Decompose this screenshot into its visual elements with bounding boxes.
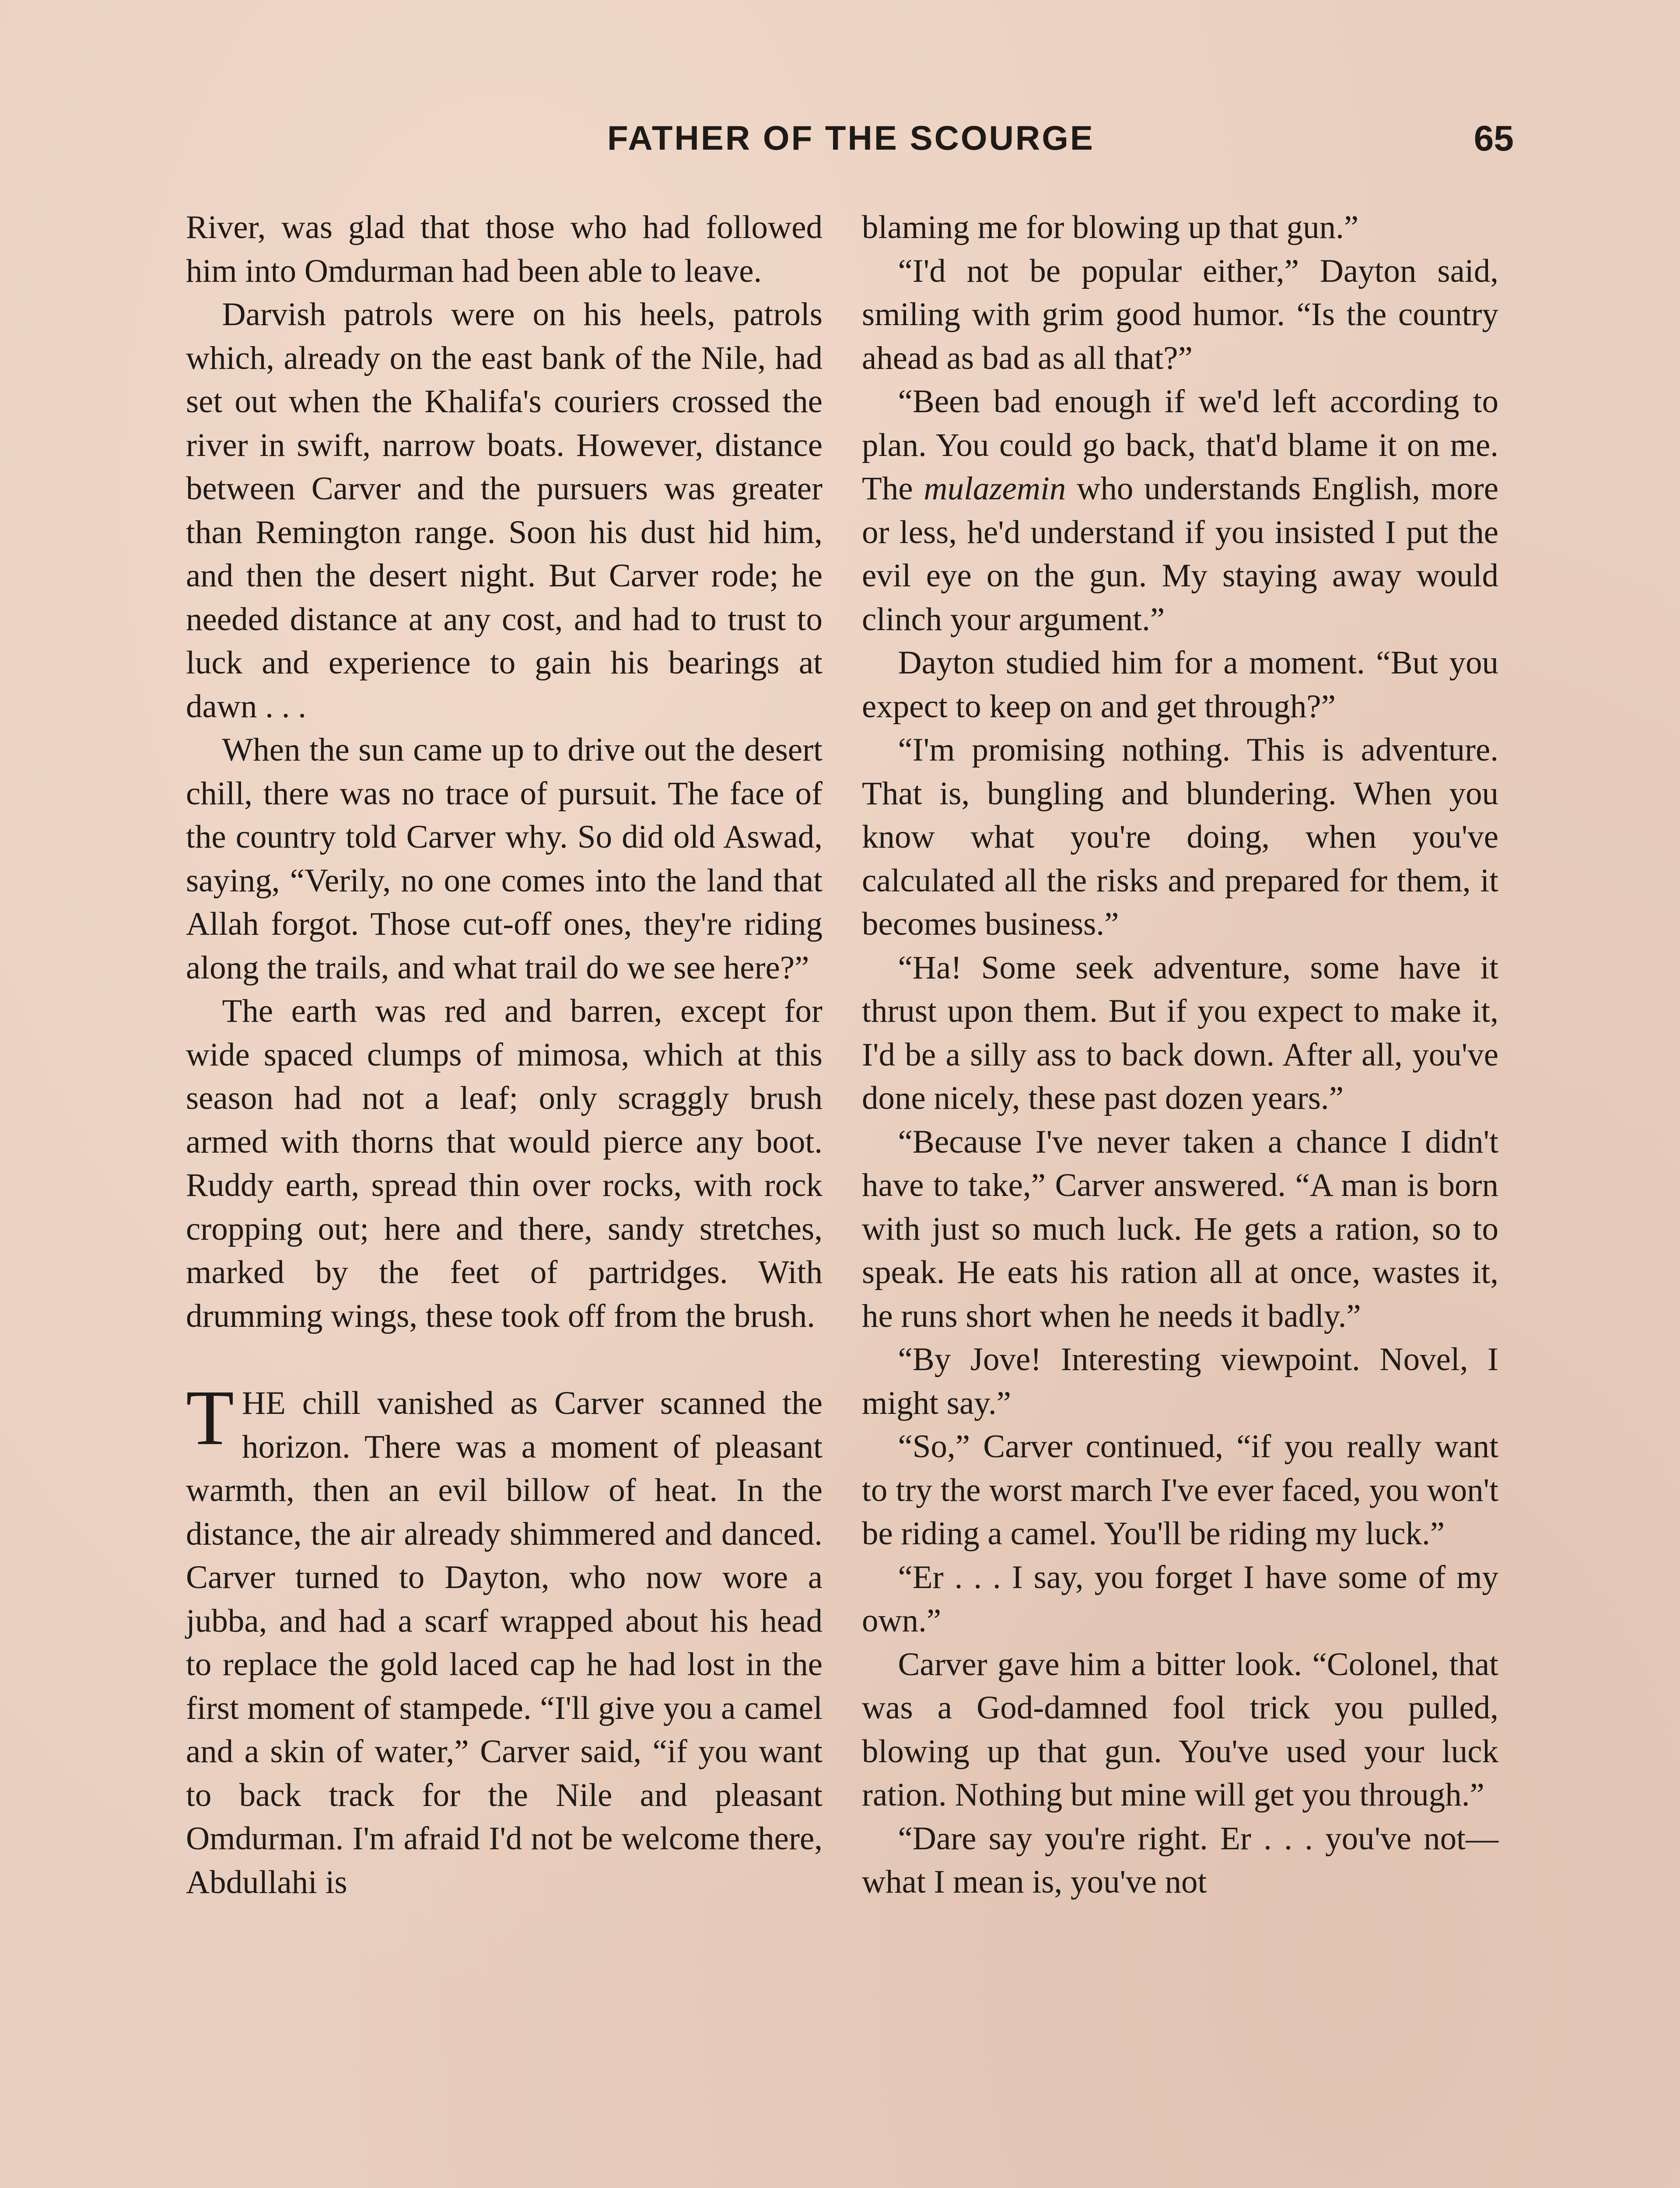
paragraph: “I'd not be popular either,” Dayton said, smiling with grim good humor. “Is the country ahead as bad as all that?”	[862, 252, 1498, 376]
italic-word: mulazemin	[924, 470, 1066, 507]
paragraph: Carver gave him a bitter look. “Colonel, that was a God-damned fool trick you pulled, blowing up that gun. You've used your luck ration. Nothing but mine will get you through.”	[862, 1646, 1498, 1813]
left-column	[186, 206, 822, 1904]
paragraph: When the sun came up to drive out the desert chill, there was no trace of pursuit. The face of the country told Carver why. So did old Aswad, saying, “Verily, no one comes into the land that Allah forgot. Those cut-off ones, they're riding along the trails, and what trail do we see here?”	[186, 732, 822, 986]
right-column	[862, 206, 1498, 1904]
paragraph	[862, 380, 1498, 641]
page-header	[188, 118, 1514, 171]
paragraph: The earth was red and barren, except for wide spaced clumps of mimosa, which at this season had not a leaf; only scraggly brush armed with thorns that would pierce any boot. Ruddy earth, spread thin over rocks, with rock cropping out; here and there, sandy stretches, marked by the feet of partridges. With drumming wings, these took off from the brush.	[186, 993, 822, 1334]
paragraph: Dayton studied him for a moment. “But you expect to keep on and get through?”	[862, 645, 1498, 725]
paragraph: “I'm promising nothing. This is adventure. That is, bungling and blundering. When you know what you're doing, when you've calculated all the risks and prepared for them, it becomes business.”	[862, 732, 1498, 942]
paragraph-text: who understands English, more or less, he'd understand if you insisted I put the evil eye on the gun. My staying away would clinch your argument.”	[862, 470, 1499, 638]
paragraph-text: HE chill vanished as Carver scanned the horizon. There was a moment of pleasant warmth, then an evil billow of heat. In the distance, the air already shimmered and danced. Carver turned to Dayton, who now wore a jubba, and had a scarf wrapped about his head to replace the gold laced cap he had lost in the first moment of stampede. “I'll give you a camel and a skin of water,” Carver said, “if you want to back track for the Nile and pleasant Omdurman. I'm afraid I'd not be welcome there, Abdullahi is	[186, 1385, 822, 1900]
paragraph: “Because I've never taken a chance I didn't have to take,” Carver answered. “A man is born with just so much luck. He gets a ration, so to speak. He eats his ration all at once, wastes it, he runs short when he needs it badly.”	[862, 1123, 1498, 1334]
running-title: FATHER OF THE SCOURGE	[607, 119, 1095, 157]
drop-cap: T	[186, 1374, 234, 1461]
paragraph: “Ha! Some seek adventure, some have it thrust upon them. But if you expect to make it, I'd be a silly ass to back down. After all, you've done nicely, these past dozen years.”	[862, 949, 1498, 1116]
paragraph: “Dare say you're right. Er . . . you've not—what I mean is, you've not	[862, 1820, 1498, 1900]
section-opening-paragraph	[186, 1374, 822, 1904]
paragraph: Darvish patrols were on his heels, patrols which, already on the east bank of the Nile, had set out when the Khalifa's couriers crossed the river in swift, narrow boats. However, distance between Carver and the pursuers was greater than Remington range. Soon his dust hid him, and then the desert night. But Carver rode; he needed distance at any cost, and had to trust to luck and experience to gain his bearings at dawn . . .	[186, 296, 822, 725]
paragraph: blaming me for blowing up that gun.”	[862, 209, 1359, 245]
paragraph: “Er . . . I say, you forget I have some of my own.”	[862, 1559, 1498, 1639]
paragraph: “By Jove! Interesting viewpoint. Novel, I might say.”	[862, 1341, 1498, 1421]
paragraph: “So,” Carver continued, “if you really want to try the worst march I've ever faced, you won't be riding a camel. You'll be riding my luck.”	[862, 1428, 1498, 1552]
page-number: 65	[1474, 119, 1514, 158]
paragraph-text: “Been bad enough if we'd left according to plan. You could go back, that'd blame it on me. The	[862, 383, 1498, 507]
paragraph: River, was glad that those who had followed him into Omdurman had been able to leave.	[186, 209, 822, 289]
